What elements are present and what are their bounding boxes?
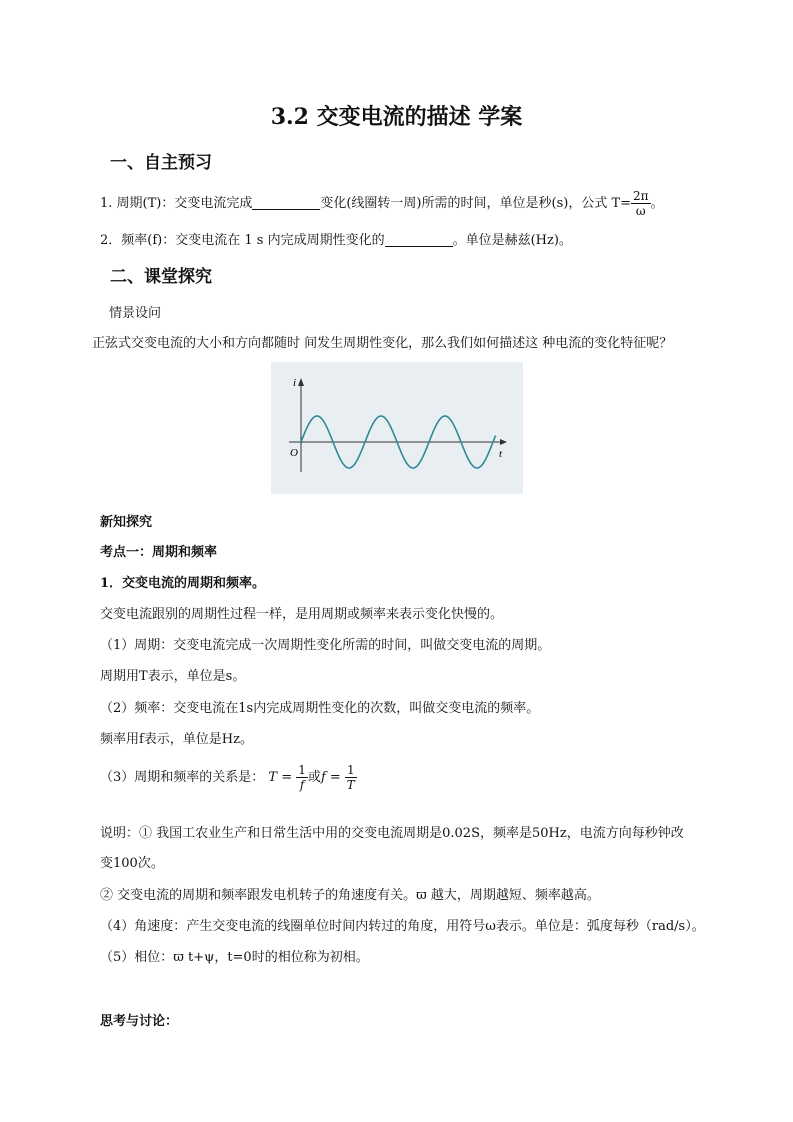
note-2: ② 交变电流的周期和频率跟发电机转子的角速度有关。ϖ 越大，周期越短、频率越高。 xyxy=(100,888,600,903)
relation-formula xyxy=(100,764,357,791)
denominator-T: T xyxy=(346,778,355,792)
fraction-denominator: ω xyxy=(635,204,646,218)
origin-label: O xyxy=(290,447,298,459)
i-axis-label: i xyxy=(293,377,297,389)
new-knowledge-heading: 新知探究 xyxy=(100,515,153,530)
frequency-definition: （2）频率：交变电流在1s内完成周期性变化的次数，叫做交变电流的频率。 xyxy=(100,701,540,716)
period-suffix: 变化(线圈转一周)所需的时间，单位是秒(s)，公式 T= xyxy=(320,196,632,211)
period-prefix: 1. 周期(T)：交变电流完成 xyxy=(100,196,253,211)
discussion-heading: 思考与讨论： xyxy=(100,1014,179,1029)
fraction-one-over-T xyxy=(345,764,357,791)
period-definition: （1）周期：交变电流完成一次周期性变化所需的时间，叫做交变电流的周期。 xyxy=(100,638,551,653)
note-1-continued: 变100次。 xyxy=(100,856,164,871)
relation-label: （3）周期和频率的关系是： xyxy=(100,770,265,785)
fraction-one-over-f xyxy=(296,764,308,791)
period-unit: 周期用T表示，单位是s。 xyxy=(100,669,246,684)
fill-blank-period[interactable] xyxy=(252,195,320,210)
point1-heading: 考点一：周期和频率 xyxy=(100,545,218,560)
t-axis-arrow xyxy=(500,439,507,445)
t-axis-label: t xyxy=(499,448,503,460)
frequency-prefix: 2．频率(f)：交变电流在 1 s 内完成周期性变化的 xyxy=(100,233,385,248)
fill-blank-frequency[interactable] xyxy=(385,232,453,247)
scenario-text: 正弦式交变电流的大小和方向都随时 间发生周期性变化，那么我们如何描述这 种电流的变化特征呢？ xyxy=(92,336,673,351)
frequency-suffix: 。单位是赫兹(Hz)。 xyxy=(452,233,572,248)
sine-wave-graph xyxy=(271,362,523,494)
section-heading-preview: 一、自主预习 xyxy=(110,153,212,173)
equals-sign-2: = xyxy=(329,770,341,785)
note-1: 说明：① 我国工农业生产和日常生活中用的交变电流周期是0.02S，频率是50Hz，电流方向每秒钟改 xyxy=(100,826,684,841)
sine-wave-figure xyxy=(271,362,523,494)
scenario-label: 情景设问 xyxy=(109,306,162,321)
equals-sign: = xyxy=(281,770,293,785)
period-end: 。 xyxy=(650,196,664,211)
period-formula-fraction xyxy=(631,190,651,217)
preview-item-frequency xyxy=(100,229,572,248)
phase-definition: （5）相位：ϖ t+ψ，t=0时的相位称为初相。 xyxy=(100,950,369,965)
or-text: 或 xyxy=(307,770,321,785)
angular-velocity: （4）角速度：产生交变电流的线圈单位时间内转过的角度，用符号ω表示。单位是：弧度每秒（rad/s）。 xyxy=(100,919,705,934)
page-title: 3.2 交变电流的描述 学案 xyxy=(270,104,523,130)
frequency-unit: 频率用f表示，单位是Hz。 xyxy=(100,732,253,747)
intro-text: 交变电流跟别的周期性过程一样，是用周期或频率来表示变化快慢的。 xyxy=(100,607,504,622)
numerator-one: 1 xyxy=(298,763,306,777)
sub1-heading: 1．交变电流的周期和频率。 xyxy=(100,576,266,591)
denominator-f: f xyxy=(299,778,305,792)
i-axis-arrow xyxy=(298,378,304,386)
numerator-one-2: 1 xyxy=(346,763,355,777)
section-heading-class: 二、课堂探究 xyxy=(110,267,212,287)
fraction-numerator: 2π xyxy=(633,189,649,203)
symbol-T: T xyxy=(268,770,278,785)
preview-item-period xyxy=(100,190,664,217)
symbol-f: f xyxy=(320,770,326,785)
